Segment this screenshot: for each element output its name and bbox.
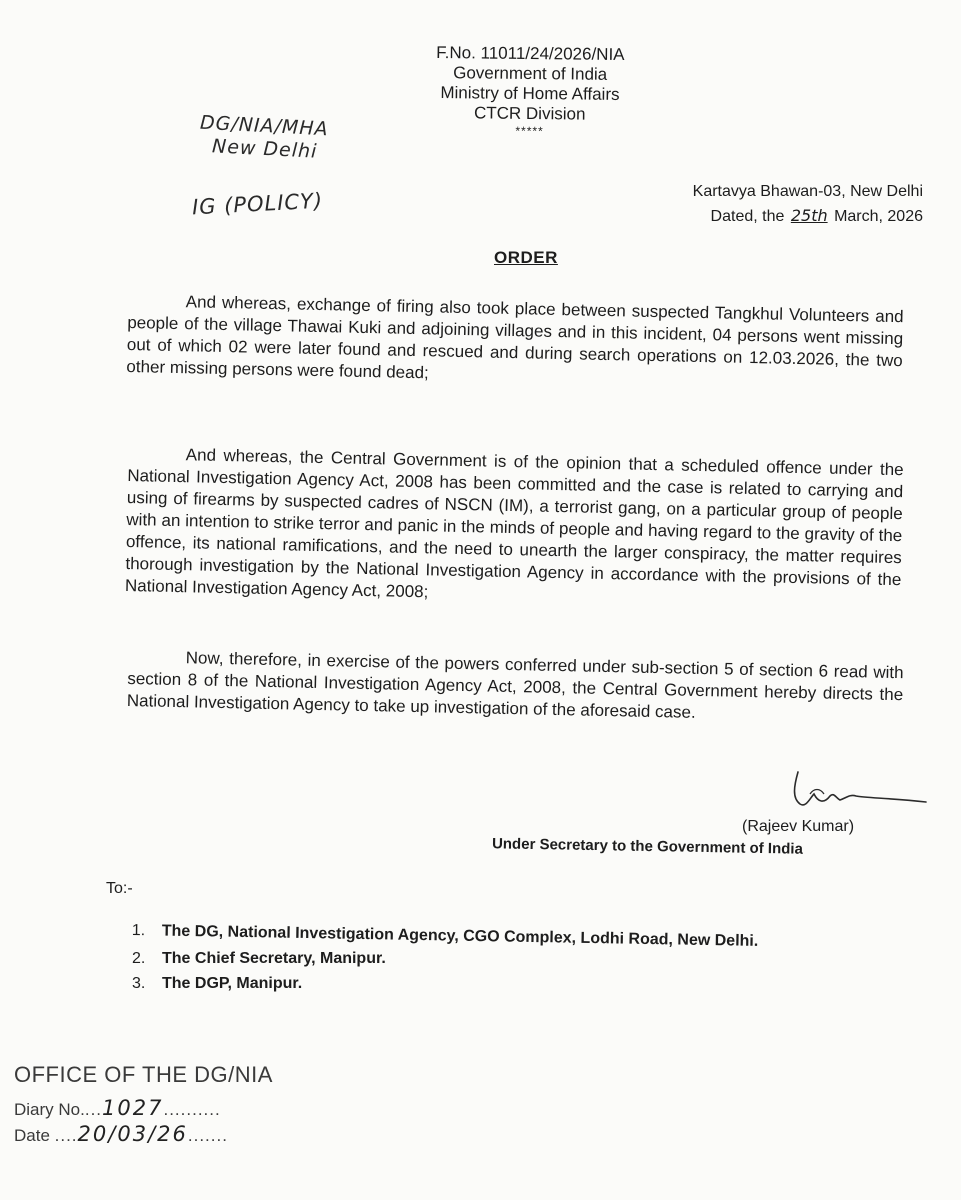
dated-line [693, 204, 923, 229]
recipient-item [132, 922, 892, 953]
office-stamp-title: OFFICE OF THE DG/NIA [14, 1062, 273, 1087]
to-label: To:- [106, 880, 133, 897]
government-name: Government of India [453, 63, 608, 84]
dated-prefix: Dated, the [710, 208, 785, 225]
receipt-stamp-line2: New Delhi [211, 135, 318, 163]
paragraph-1: And whereas, exchange of firing also took place between suspected Tangkhul Volunteers and people of the village Thawai Kuki and adjoining villages and in this incident, 04 persons went missing out of which 02 were later found and rescued and during search operations on 12.03.2026, the two other missing persons were found dead; [126, 292, 904, 383]
paragraph-2: And whereas, the Central Government is of the opinion that a scheduled offence under the National Investigation Agency Act, 2008 has been committed and the case is related to carrying and using of firearms by suspected cadres of NSCN (IM), a terrorist gang, on a particular group of people with an intention to strike terror and panic in the minds of people and having regard to the gravity of the offence, its national ramifications, and the need to unearth the larger conspiracy, the matter requires thorough investigation by the National Investigation Agency in accordance with the provisions of the National Investigation Agency Act, 2008; [124, 445, 904, 602]
diary-number-line: Diary No....1027.......... [14, 1096, 221, 1120]
stamp-date: 20/03/26 [77, 1122, 188, 1146]
order-title: ORDER [494, 248, 558, 267]
signatory-designation: Under Secretary to the Government of India [491, 835, 804, 858]
file-number: F.No. 11011/24/2026/NIA [436, 43, 625, 64]
division-name: CTCR Division [473, 103, 586, 124]
recipient-text: The Chief Secretary, Manipur. [162, 950, 386, 967]
receipt-stamp-line1: DG/NIA/MHA [199, 111, 330, 141]
letter-header [360, 42, 701, 140]
diary-number: 1027 [102, 1096, 164, 1120]
office-address: Kartavya Bhawan-03, New Delhi [692, 183, 923, 200]
signatory-name: (Rajeev Kumar) [742, 818, 855, 835]
paragraph-3: Now, therefore, in exercise of the powers conferred under sub-section 5 of section 6 read with section 8 of the National Investigation Agency Act, 2008, the Central Government hereby directs the National Investigation Agency to take up investigation of the aforesaid case. [126, 648, 904, 722]
recipient-number: 1. [131, 922, 146, 940]
stamp-date-line: Date ....20/03/26....... [14, 1122, 228, 1146]
recipient-number: 2. [132, 950, 146, 967]
recipient-item [132, 975, 892, 993]
header-stars: ***** [515, 123, 544, 139]
dated-month-year: March, 2026 [834, 208, 923, 225]
date-label: Date [14, 1126, 55, 1145]
handwritten-annotation: IG (POLICY) [191, 188, 324, 220]
signature-mark [770, 768, 930, 818]
handwritten-day: 25th [790, 206, 828, 225]
recipient-text: The DGP, Manipur. [162, 975, 303, 992]
recipient-number: 3. [132, 975, 146, 992]
recipient-item [132, 950, 892, 968]
ministry-name: Ministry of Home Affairs [440, 83, 620, 104]
place-and-date [693, 180, 923, 229]
recipient-text: The DG, National Investigation Agency, CGO Complex, Lodhi Road, New Delhi. [161, 922, 759, 950]
diary-label: Diary No. [14, 1100, 85, 1119]
